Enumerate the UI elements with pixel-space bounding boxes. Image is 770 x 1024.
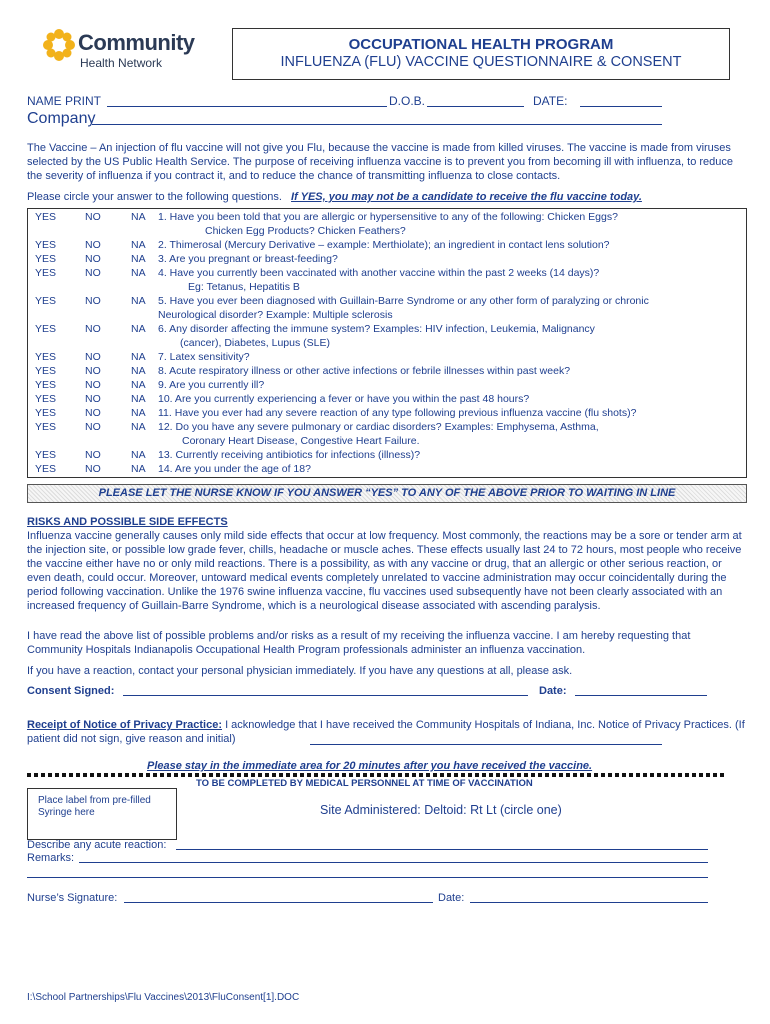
question-5-continued: Neurological disorder? Example: Multiple sclerosis bbox=[158, 309, 393, 321]
question-4-continued: Eg: Tetanus, Hepatitis B bbox=[188, 281, 300, 293]
date-field[interactable] bbox=[580, 106, 662, 107]
answer-na-q2[interactable]: NA bbox=[131, 239, 146, 251]
reaction-instructions: If you have a reaction, contact your personal physician immediately. If you have any questions at all, please ask. bbox=[27, 665, 573, 677]
logo-subtitle: Health Network bbox=[80, 56, 163, 70]
company-field[interactable] bbox=[92, 124, 662, 125]
answer-yes-q10[interactable]: YES bbox=[35, 393, 57, 405]
nurse-date-field[interactable] bbox=[470, 902, 708, 903]
remarks-label: Remarks: bbox=[27, 852, 75, 864]
answer-na-q4[interactable]: NA bbox=[131, 267, 146, 279]
name-field[interactable] bbox=[107, 106, 387, 107]
stay-notice: Please stay in the immediate area for 20 minutes after you have received the vaccine. bbox=[147, 760, 593, 772]
answer-na-q11[interactable]: NA bbox=[131, 407, 146, 419]
answer-yes-q4[interactable]: YES bbox=[35, 267, 57, 279]
nurse-date-label: Date: bbox=[438, 892, 465, 904]
answer-yes-q12[interactable]: YES bbox=[35, 421, 57, 433]
site-administered: Site Administered: Deltoid: Rt Lt (circle one) bbox=[320, 803, 562, 817]
question-12: 12. Do you have any severe pulmonary or cardiac disorders? Examples: Emphysema, Asthma, bbox=[158, 421, 599, 433]
privacy-text: I acknowledge that I have received the Community Hospitals of Indiana, Inc. Notice of Privacy Practices. (If patient did not sign, give reason and initial) bbox=[27, 719, 745, 745]
circle-warning: If YES, you may not be a candidate to receive the flu vaccine today. bbox=[291, 191, 642, 203]
answer-yes-q3[interactable]: YES bbox=[35, 253, 57, 265]
vaccine-intro: The Vaccine – An injection of flu vaccine will not give you Flu, because the vaccine is made from killed viruses. The vaccine is made from viruses selected by the US Public Health Service. The purpose of receiving influenza vaccine is to prevent you from becoming ill with influenza, to reduce the severity of influenza if you contract it, and to reduce the chance of transmitting influenza to close contacts. bbox=[27, 142, 734, 182]
syringe-label-text: Place label from pre-filled Syringe here bbox=[38, 795, 151, 818]
answer-yes-q2[interactable]: YES bbox=[35, 239, 57, 251]
answer-yes-q14[interactable]: YES bbox=[35, 463, 57, 475]
title-box bbox=[232, 28, 730, 80]
answer-na-q7[interactable]: NA bbox=[131, 351, 146, 363]
answer-yes-q9[interactable]: YES bbox=[35, 379, 57, 391]
syringe-label-box bbox=[27, 788, 177, 840]
name-label: NAME PRINT bbox=[27, 94, 102, 108]
consent-date-label: Date: bbox=[539, 685, 567, 697]
question-5: 5. Have you ever been diagnosed with Guillain-Barre Syndrome or any other form of paralyzing or chronic bbox=[158, 295, 649, 307]
consent-signature-field[interactable] bbox=[123, 695, 528, 696]
answer-na-q3[interactable]: NA bbox=[131, 253, 146, 265]
page-subtitle: INFLUENZA (FLU) VACCINE QUESTIONNAIRE & CONSENT bbox=[280, 54, 682, 70]
answer-na-q13[interactable]: NA bbox=[131, 449, 146, 461]
question-6-continued: (cancer), Diabetes, Lupus (SLE) bbox=[180, 337, 330, 349]
answer-yes-q1[interactable]: YES bbox=[35, 211, 57, 223]
question-2: 2. Thimerosal (Mercury Derivative – example: Merthiolate); an ingredient in contact lens solution? bbox=[158, 239, 610, 251]
answer-no-q5[interactable]: NO bbox=[85, 295, 101, 307]
risks-body: Influenza vaccine generally causes only mild side effects that occur at low frequency. Most commonly, the reactions may be a sore or tender arm at the injection site, or possible low grade fever, chills, headache or muscle aches. These effects usually last 24 to 72 hours, most people who receive the vaccine either have no or only mild reactions. There is a possibility, as with any vaccine or drug, that an allergic or other serious reaction, or even death, could occur. Moreover, untoward medical events completely unrelated to vaccine administration may occur coincidentally during the period following vaccination. Unlike the 1976 swine influenza vaccine, flu vaccines used subsequently have not been clearly associated with an increased frequency of Guillain-Barre Syndrome, which is a neurological disease associated with ascending paralysis. bbox=[27, 530, 742, 612]
date-label: DATE: bbox=[533, 94, 568, 108]
consent-date-field[interactable] bbox=[575, 695, 707, 696]
circle-instruction-text: Please circle your answer to the following questions. bbox=[27, 191, 282, 203]
risks-heading: RISKS AND POSSIBLE SIDE EFFECTS bbox=[27, 516, 228, 528]
answer-yes-q6[interactable]: YES bbox=[35, 323, 57, 335]
answer-na-q9[interactable]: NA bbox=[131, 379, 146, 391]
nurse-banner: PLEASE LET THE NURSE KNOW IF YOU ANSWER “YES” TO ANY OF THE ABOVE PRIOR TO WAITING IN LINE bbox=[27, 484, 747, 503]
question-1: 1. Have you been told that you are allergic or hypersensitive to any of the following: Chicken Eggs? bbox=[158, 211, 618, 223]
remarks-field[interactable] bbox=[79, 862, 708, 863]
acute-reaction-label: Describe any acute reaction: bbox=[27, 839, 167, 851]
question-12-continued: Coronary Heart Disease, Congestive Heart Failure. bbox=[182, 435, 420, 447]
answer-na-q8[interactable]: NA bbox=[131, 365, 146, 377]
logo-wordmark: Community bbox=[78, 30, 195, 55]
answer-yes-q5[interactable]: YES bbox=[35, 295, 57, 307]
company-label: Company bbox=[27, 110, 96, 127]
consent-signed-label: Consent Signed: bbox=[27, 685, 115, 697]
question-10: 10. Are you currently experiencing a fever or have you within the past 48 hours? bbox=[158, 393, 530, 405]
question-9: 9. Are you currently ill? bbox=[158, 379, 265, 391]
dotted-divider bbox=[27, 773, 727, 777]
question-14: 14. Are you under the age of 18? bbox=[158, 463, 311, 475]
privacy-notice bbox=[27, 718, 747, 746]
answer-no-q2[interactable]: NO bbox=[85, 239, 101, 251]
answer-na-q6[interactable]: NA bbox=[131, 323, 146, 335]
answer-no-q14[interactable]: NO bbox=[85, 463, 101, 475]
answer-no-q12[interactable]: NO bbox=[85, 421, 101, 433]
nurse-signature-label: Nurse’s Signature: bbox=[27, 892, 118, 904]
question-8: 8. Acute respiratory illness or other active infections or febrile illnesses within past week? bbox=[158, 365, 571, 377]
logo-flower-icon bbox=[42, 28, 76, 62]
question-4: 4. Have you currently been vaccinated with another vaccine within the past 2 weeks (14 days)? bbox=[158, 267, 600, 279]
question-11: 11. Have you ever had any severe reaction of any type following previous influenza vaccine (flu shots)? bbox=[158, 407, 637, 419]
question-13: 13. Currently receiving antibiotics for infections (illness)? bbox=[158, 449, 421, 461]
answer-na-q14[interactable]: NA bbox=[131, 463, 146, 475]
footer-file-path: I:\School Partnerships\Flu Vaccines\2013\FluConsent[1].DOC bbox=[27, 992, 300, 1003]
answer-no-q7[interactable]: NO bbox=[85, 351, 101, 363]
answer-no-q13[interactable]: NO bbox=[85, 449, 101, 461]
privacy-heading: Receipt of Notice of Privacy Practice: bbox=[27, 719, 223, 731]
question-6: 6. Any disorder affecting the immune system? Examples: HIV infection, Leukemia, Malignancy bbox=[158, 323, 595, 335]
answer-no-q4[interactable]: NO bbox=[85, 267, 101, 279]
answer-no-q3[interactable]: NO bbox=[85, 253, 101, 265]
question-3: 3. Are you pregnant or breast-feeding? bbox=[158, 253, 338, 265]
page-title: OCCUPATIONAL HEALTH PROGRAM bbox=[348, 36, 614, 53]
answer-yes-q13[interactable]: YES bbox=[35, 449, 57, 461]
answer-no-q9[interactable]: NO bbox=[85, 379, 101, 391]
answer-no-q6[interactable]: NO bbox=[85, 323, 101, 335]
answer-yes-q11[interactable]: YES bbox=[35, 407, 57, 419]
answer-no-q8[interactable]: NO bbox=[85, 365, 101, 377]
answer-yes-q8[interactable]: YES bbox=[35, 365, 57, 377]
privacy-reason-field[interactable] bbox=[310, 744, 662, 745]
answer-na-q1[interactable]: NA bbox=[131, 211, 146, 223]
answer-na-q12[interactable]: NA bbox=[131, 421, 146, 433]
dob-field[interactable] bbox=[427, 106, 524, 107]
answer-na-q5[interactable]: NA bbox=[131, 295, 146, 307]
question-7: 7. Latex sensitivity? bbox=[158, 351, 250, 363]
answer-no-q10[interactable]: NO bbox=[85, 393, 101, 405]
answer-yes-q7[interactable]: YES bbox=[35, 351, 57, 363]
consent-statement: I have read the above list of possible problems and/or risks as a result of my receiving the influenza vaccine. I am hereby requesting that Community Hospitals Indianapolis Occupational Health Program professionals administer an influenza vaccination. bbox=[27, 630, 691, 656]
question-1-continued: Chicken Egg Products? Chicken Feathers? bbox=[205, 225, 406, 237]
answer-no-q11[interactable]: NO bbox=[85, 407, 101, 419]
nurse-signature-field[interactable] bbox=[124, 902, 433, 903]
answer-na-q10[interactable]: NA bbox=[131, 393, 146, 405]
dob-label: D.O.B. bbox=[389, 94, 426, 108]
acute-reaction-field[interactable] bbox=[176, 849, 708, 850]
answer-no-q1[interactable]: NO bbox=[85, 211, 101, 223]
circle-instructions bbox=[27, 190, 747, 204]
remarks-field-2[interactable] bbox=[27, 877, 708, 878]
personnel-notice: TO BE COMPLETED BY MEDICAL PERSONNEL AT TIME OF VACCINATION bbox=[196, 778, 533, 789]
